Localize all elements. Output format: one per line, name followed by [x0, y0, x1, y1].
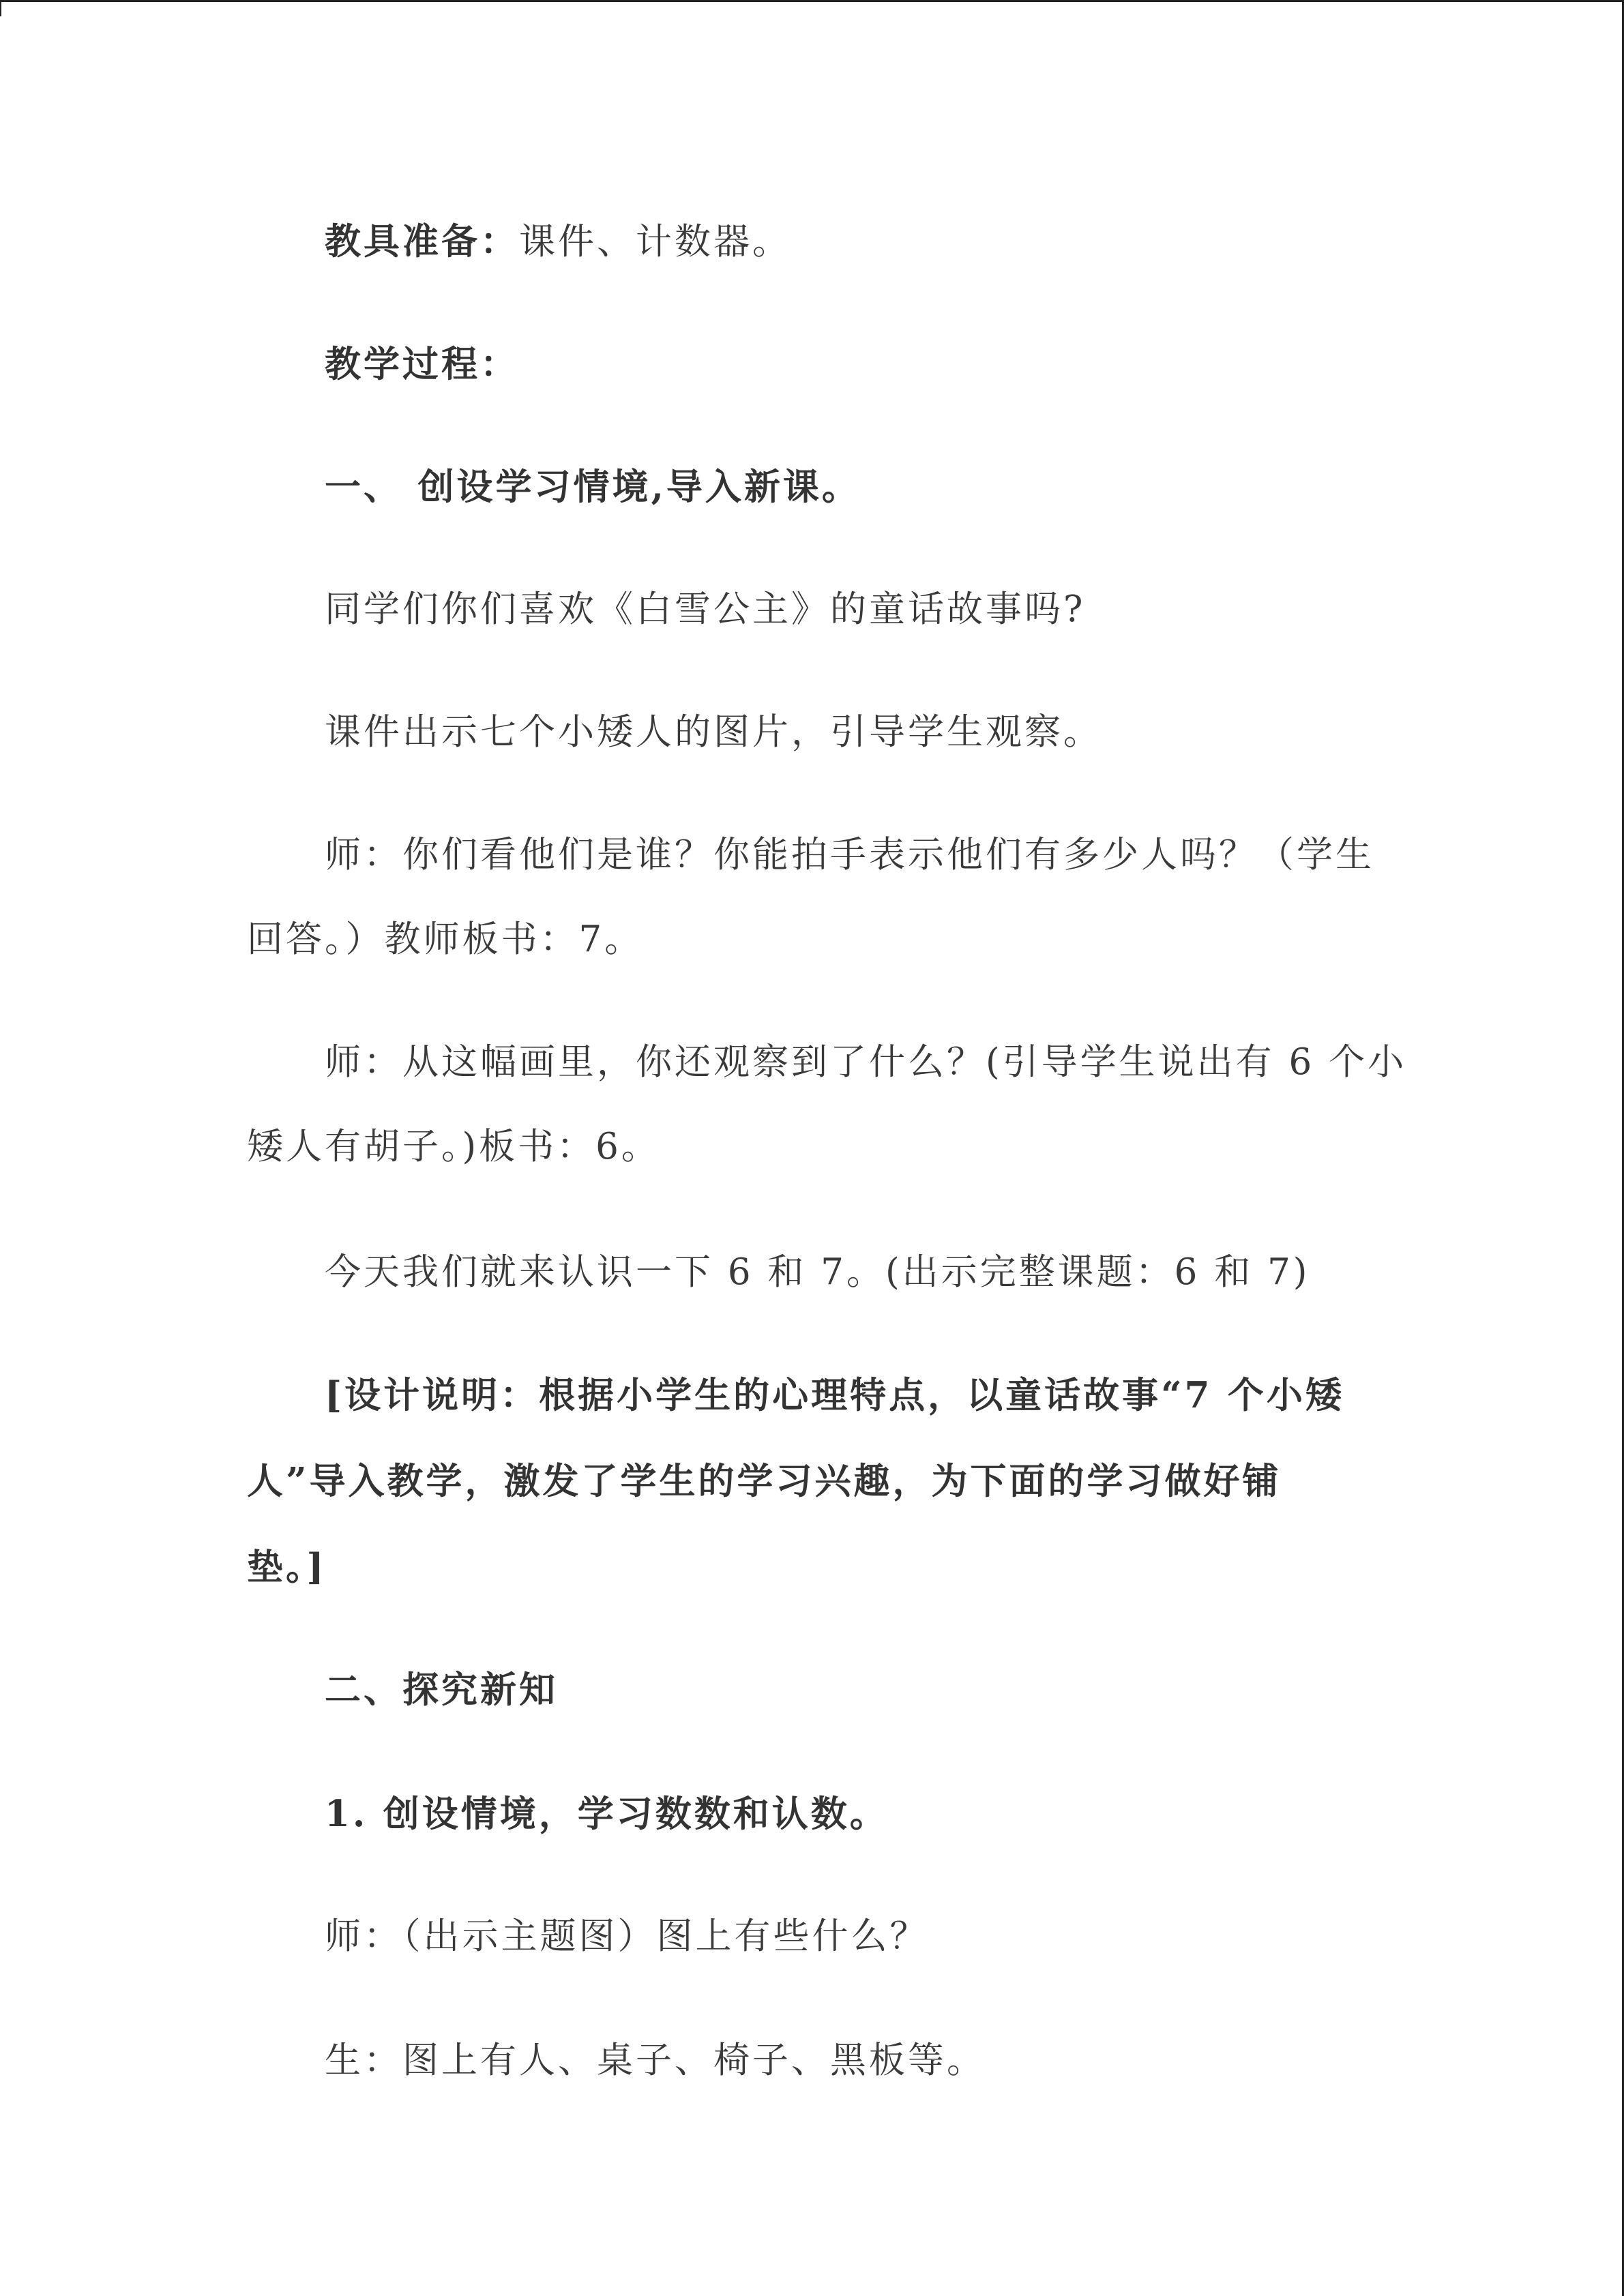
design-note-line-1: [设计说明：根据小学生的心理特点，以童话故事“7 个小矮: [325, 1374, 1344, 1416]
tools-line: [247, 195, 791, 288]
tools-text: 课件、计数器。: [519, 221, 791, 263]
section2-heading: 二、探究新知: [325, 1669, 558, 1711]
paragraph-2: 课件出示七个小矮人的图片，引导学生观察。: [325, 711, 1102, 753]
tools-label: 教具准备：: [325, 220, 519, 263]
process-heading: 教学过程：: [325, 343, 519, 385]
paragraph-7: 生：图上有人、桌子、椅子、黑板等。: [325, 2040, 986, 2081]
paragraph-4-line-1: 师：从这幅画里，你还观察到了什么？(引导学生说出有 6 个小: [325, 1041, 1407, 1083]
design-note-line-3: 垫。]: [247, 1546, 327, 1588]
page-border-top: [0, 0, 1624, 2]
paragraph-3-line-2: 回答。）教师板书：7。: [247, 919, 644, 960]
subsection1-heading: 1. 创设情境，学习数数和认数。: [325, 1793, 889, 1835]
section1-heading: 一、 创设学习情境,导入新课。: [325, 466, 861, 508]
paragraph-4-line-2: 矮人有胡子。)板书：6。: [247, 1126, 660, 1167]
paragraph-5: 今天我们就来认识一下 6 和 7。(出示完整课题：6 和 7): [325, 1251, 1310, 1293]
design-note-line-2: 人”导入教学，激发了学生的学习兴趣，为下面的学习做好铺: [247, 1460, 1282, 1502]
paragraph-6: 师：（出示主题图）图上有些什么？: [325, 1915, 929, 1957]
page-border-left: [0, 0, 1, 16]
paragraph-1: 同学们你们喜欢《白雪公主》的童话故事吗?: [325, 588, 1086, 630]
paragraph-3-line-1: 师：你们看他们是谁？你能拍手表示他们有多少人吗？（学生: [325, 834, 1374, 876]
